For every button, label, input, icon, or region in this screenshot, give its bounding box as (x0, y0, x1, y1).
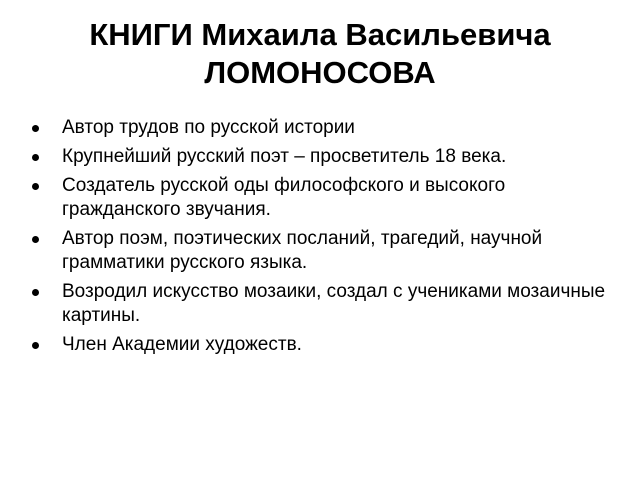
bullet-item-3 (30, 174, 610, 222)
bullet-dot-icon (32, 342, 39, 349)
bullet-item-2 (30, 145, 610, 169)
bullet-item-4 (30, 227, 610, 275)
slide-title-line-1: КНИГИ Михаила Васильевича (89, 17, 551, 52)
bullet-dot-icon (32, 125, 39, 132)
bullet-dot-icon (32, 154, 39, 161)
bullet-text: Автор поэм, поэтических посланий, трагедий, научной грамматики русского языка. (62, 228, 543, 273)
bullet-item-5 (30, 280, 610, 328)
bullet-item-1 (30, 116, 610, 140)
bullet-text: Возродил искусство мозаики, создал с учениками мозаичные картины. (62, 281, 606, 326)
bullet-list (30, 116, 610, 362)
slide-title-line-2: ЛОМОНОСОВА (204, 55, 436, 90)
bullet-dot-icon (32, 289, 39, 296)
bullet-text: Автор трудов по русской истории (62, 117, 355, 138)
bullet-item-6 (30, 333, 610, 357)
bullet-text: Член Академии художеств. (62, 334, 302, 355)
bullet-dot-icon (32, 236, 39, 243)
slide-title (20, 16, 620, 92)
bullet-text: Крупнейший русский поэт – просветитель 18 века. (62, 146, 507, 167)
bullet-text: Создатель русской оды философского и высокого гражданского звучания. (62, 175, 506, 220)
bullet-dot-icon (32, 183, 39, 190)
